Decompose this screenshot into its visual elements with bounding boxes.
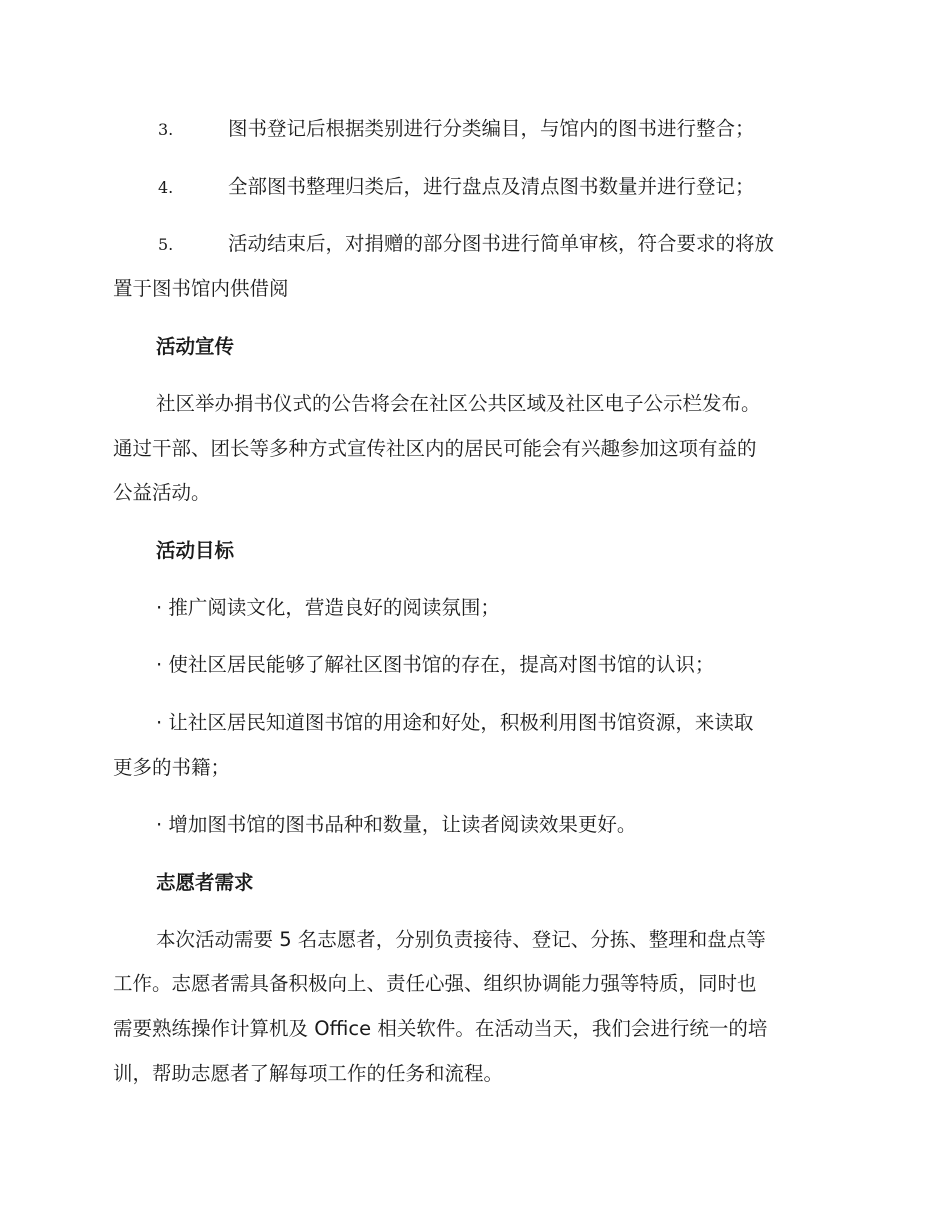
bullet-item: · 让社区居民知道图书馆的用途和好处，积极利用图书馆资源，来读取	[156, 711, 754, 734]
step-text: 全部图书整理归类后，进行盘点及清点图书数量并进行登记；	[228, 175, 755, 198]
paragraph-line: 通过干部、团长等多种方式宣传社区内的居民可能会有兴趣参加这项有益的	[113, 437, 757, 460]
step-text: 活动结束后，对捐赠的部分图书进行简单审核，符合要求的将放	[228, 232, 775, 255]
step-number: 5.	[158, 235, 174, 254]
paragraph-line: 训，帮助志愿者了解每项工作的任务和流程。	[113, 1062, 504, 1085]
section-heading-volunteers: 志愿者需求	[156, 871, 254, 894]
paragraph-line: 需要熟练操作计算机及 Office 相关软件。在活动当天，我们会进行统一的培	[113, 1017, 768, 1040]
step-continuation: 置于图书馆内供借阅	[113, 277, 289, 300]
bullet-item: · 使社区居民能够了解社区图书馆的存在，提高对图书馆的认识；	[156, 653, 715, 676]
step-item	[113, 165, 843, 209]
section-heading-goals: 活动目标	[156, 539, 235, 562]
step-item	[113, 222, 843, 266]
paragraph-line: 社区举办捐书仪式的公告将会在社区公共区域及社区电子公示栏发布。	[156, 392, 761, 415]
step-item	[113, 107, 843, 151]
bullet-item: · 推广阅读文化，营造良好的阅读氛围；	[156, 596, 500, 619]
step-number: 4.	[158, 178, 174, 197]
step-number: 3.	[158, 120, 174, 139]
paragraph-line: 本次活动需要 5 名志愿者，分别负责接待、登记、分拣、整理和盘点等	[156, 928, 766, 951]
paragraph-line: 工作。志愿者需具备积极向上、责任心强、组织协调能力强等特质，同时也	[113, 972, 757, 995]
paragraph-line: 公益活动。	[113, 481, 211, 504]
section-heading-promotion: 活动宣传	[156, 335, 235, 358]
bullet-item: · 增加图书馆的图书品种和数量，让读者阅读效果更好。	[156, 813, 637, 836]
bullet-continuation: 更多的书籍；	[113, 756, 231, 779]
step-text: 图书登记后根据类别进行分类编目，与馆内的图书进行整合；	[228, 117, 755, 140]
